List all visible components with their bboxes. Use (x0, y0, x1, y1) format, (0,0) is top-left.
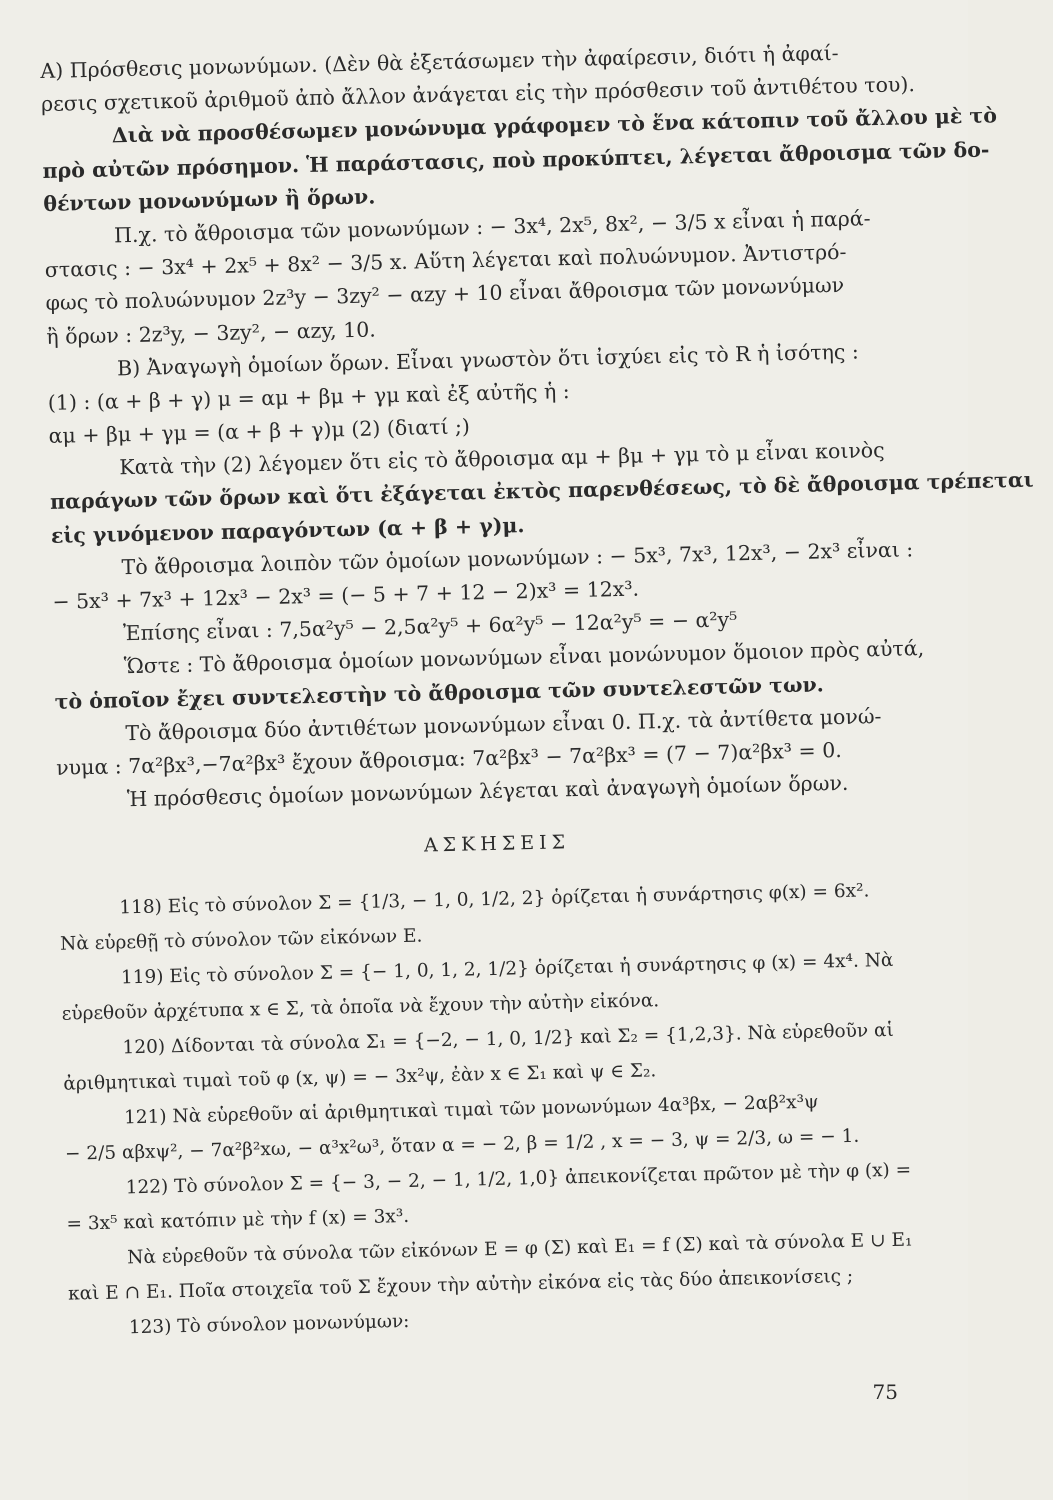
text-line: αμ + βμ + γμ = (α + β + γ)μ (2) (διατί ;) (48, 414, 471, 448)
text-line: παράγων τῶν ὅρων καὶ ὅτι ἐξάγεται ἐκτὸς παρενθέσεως, τὸ δὲ ἄθροισμα τρέπεται (49, 468, 1034, 515)
text-line: Π.χ. τὸ ἄθροισμα τῶν μονωνύμων : − 3x⁴, 2x⁵, 8x², − 3/5 x εἶναι ἡ παρά- (113, 206, 871, 248)
exercise-line: 118) Εἰς τὸ σύνολον Σ = {1/3, − 1, 0, 1/2, 2} ὁρίζεται ἡ συνάρτησις φ(x) = 6x². (119, 879, 870, 918)
exercise-line: = 3x⁵ καὶ κατόπιν μὲ τὴν f (x) = 3x³. (66, 1205, 410, 1235)
text-column (40, 35, 1034, 1346)
text-line: Τὸ ἄθροισμα δύο ἀντιθέτων μονωνύμων εἶναι 0. Π.χ. τὰ ἀντίθετα μονώ- (125, 703, 882, 745)
text-line: ἢ ὅρων : 2z³y, − 3zy², − αzy, 10. (46, 316, 377, 349)
text-line: ρεσις σχετικοῦ ἀριθμοῦ ἀπὸ ἄλλον ἀνάγεται εἰς τὴν πρόσθεσιν τοῦ ἀντιθέτου του). (40, 72, 916, 117)
text-line: Ὥστε : Τὸ ἄθροισμα ὁμοίων μονωνύμων εἶναι μονώνυμον ὅμοιον πρὸς αὐτά, (123, 636, 925, 679)
exercise-line: Νὰ εὑρεθοῦν τὰ σύνολα τῶν εἰκόνων Ε = φ (Σ) καὶ Ε₁ = f (Σ) καὶ τὰ σύνολα Ε ∪ Ε₁ (127, 1229, 913, 1268)
exercise-list (59, 871, 947, 1346)
text-line: Κατὰ τὴν (2) λέγομεν ὅτι εἰς τὸ ἄθροισμα αμ + βμ + γμ τὸ μ εἶναι κοινὸς (119, 438, 885, 480)
page-number: 75 (872, 1380, 898, 1404)
text-line: εἰς γινόμενον παραγόντων (α + β + γ)μ. (50, 512, 525, 548)
exercise-line: καὶ Ε ∩ Ε₁. Ποῖα στοιχεῖα τοῦ Σ ἔχουν τὴν αὐτὴν εἰκόνα εἰς τὰς δύο ἀπεικονίσεις ; (67, 1265, 854, 1305)
exercise-line: 121) Νὰ εὑρεθοῦν αἱ ἀριθμητικαὶ τιμαὶ τῶν μονωνύμων 4α³βx, − 2αβ²x³ψ (123, 1091, 819, 1128)
exercise-line: 120) Δίδονται τὰ σύνολα Σ₁ = {−2, − 1, 0, 1/2} καὶ Σ₂ = {1,2,3}. Νὰ εὑρεθοῦν αἱ (122, 1019, 894, 1058)
text-line: πρὸ αὐτῶν πρόσημον. Ἡ παράστασις, ποὺ προκύπτει, λέγεται ἄθροισμα τῶν δο- (42, 137, 990, 183)
exercise-line: − 2/5 αβxψ², − 7α²β²xω, − α³x²ω³, ὅταν α = − 2, β = 1/2 , x = − 3, ψ = 2/3, ω = − 1. (64, 1125, 860, 1165)
text-line: A) Πρόσθεσις μονωνύμων. (Δὲν θὰ ἐξετάσωμεν τὴν ἀφαίρεσιν, διότι ἡ ἀφαί- (40, 40, 839, 83)
text-line: στασις : − 3x⁴ + 2x⁵ + 8x² − 3/5 x. Αὕτη λέγεται καὶ πολυώνυμον. Ἀντιστρό- (44, 239, 847, 283)
exercise-line: 122) Τὸ σύνολον Σ = {− 3, − 2, − 1, 1/2, 1,0} ἀπεικονίζεται πρῶτον μὲ τὴν φ (x) = (125, 1159, 912, 1198)
exercise-line: 119) Εἰς τὸ σύνολον Σ = {− 1, 0, 1, 2, 1/2} ὁρίζεται ἡ συνάρτησις φ (x) = 4x⁴. Νὰ (120, 949, 894, 988)
paragraph (40, 35, 998, 221)
text-line: Διὰ νὰ προσθέσωμεν μονώνυμα γράφομεν τὸ ἕνα κάτοπιν τοῦ ἄλλου μὲ τὸ (111, 103, 998, 148)
text-line: Τὸ ἄθροισμα λοιπὸν τῶν ὁμοίων μονωνύμων : − 5x³, 7x³, 12x³, − 2x³ εἶναι : (121, 537, 914, 580)
text-line: φως τὸ πολυώνυμον 2z³y − 3zy² − αzy + 10 εἶναι ἄθροισμα τῶν μονωνύμων (45, 273, 845, 316)
exercises-heading: ΑΣΚΗΣΕΙΣ (423, 831, 571, 857)
text-line: Ἡ πρόσθεσις ὁμοίων μονωνύμων λέγεται καὶ ἀναγωγὴ ὁμοίων ὅρων. (126, 770, 849, 812)
text-line: τὸ ὁποῖον ἔχει συντελεστὴν τὸ ἄθροισμα τῶν συντελεστῶν των. (54, 671, 825, 714)
text-line: B) Ἀναγωγὴ ὁμοίων ὅρων. Εἶναι γνωστὸν ὅτι ἰσχύει εἰς τὸ R ἡ ἰσότης : (116, 339, 860, 381)
paragraph (47, 334, 1034, 818)
text-line: Ἐπίσης εἶναι : 7,5α²y⁵ − 2,5α²y⁵ + 6α²y⁵ − 12α²y⁵ = − α²y⁵ (122, 607, 738, 646)
text-line: − 5x³ + 7x³ + 12x³ − 2x³ = (− 5 + 7 + 12 − 2)x³ = 12x³. (52, 576, 640, 614)
exercise-line: Νὰ εὑρεθῇ τὸ σύνολον τῶν εἰκόνων Ε. (59, 925, 423, 955)
text-line: νυμα : 7α²βx³,−7α²βx³ ἔχουν ἄθροισμα: 7α²βx³ − 7α²βx³ = (7 − 7)α²βx³ = 0. (55, 737, 843, 780)
text-line: (1) : (α + β + γ) μ = αμ + βμ + γμ καὶ ἐξ αὐτῆς ἡ : (47, 378, 570, 415)
exercise-line: 123) Τὸ σύνολον μονωνύμων: (128, 1310, 410, 1338)
exercise-line: εὑρεθοῦν ἀρχέτυπα x ∈ Σ, τὰ ὁποῖα νὰ ἔχουν τὴν αὐτὴν εἰκόνα. (61, 989, 660, 1025)
exercise-line: ἀριθμητικαὶ τιμαὶ τοῦ φ (x, ψ) = − 3x²ψ, ἐὰν x ∈ Σ₁ καὶ ψ ∈ Σ₂. (63, 1059, 657, 1095)
body-text (40, 35, 1034, 818)
text-line: θέντων μονωνύμων ἢ ὅρων. (43, 184, 376, 216)
paragraph (44, 201, 925, 354)
